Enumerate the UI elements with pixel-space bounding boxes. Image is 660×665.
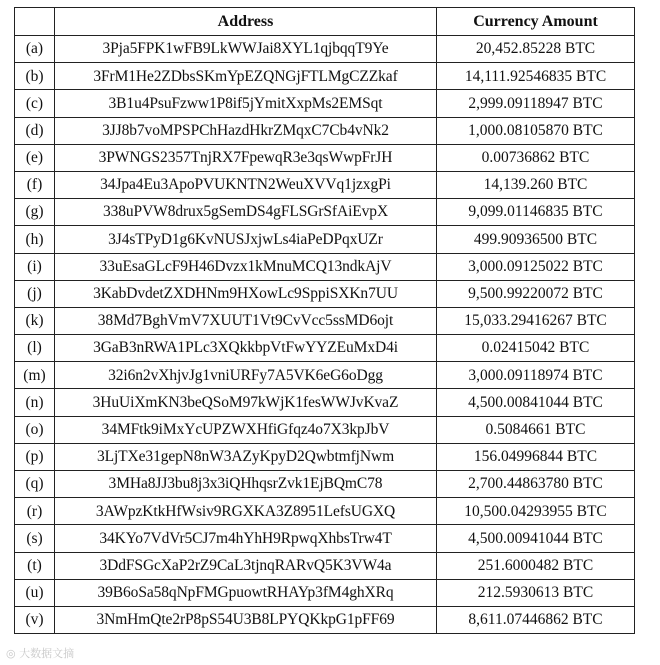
bitcoin-address: 3JJ8b7voMPSPChHazdHkrZMqxC7Cb4vNk2 [55, 117, 437, 144]
currency-amount: 4,500.00841044 BTC [437, 389, 635, 416]
bitcoin-address: 3GaB3nRWA1PLc3XQkkbpVtFwYYZEuMxD4i [55, 335, 437, 362]
bitcoin-address: 34Jpa4Eu3ApoPVUKNTN2WeuXVVq1jzxgPi [55, 171, 437, 198]
currency-amount: 14,139.260 BTC [437, 171, 635, 198]
row-label: (p) [15, 443, 55, 470]
currency-amount: 499.90936500 BTC [437, 226, 635, 253]
table-row [15, 579, 635, 606]
bitcoin-address: 39B6oSa58qNpFMGpuowtRHAYp3fM4ghXRq [55, 579, 437, 606]
bitcoin-address: 34MFtk9iMxYcUPZWXHfiGfqz4o7X3kpJbV [55, 416, 437, 443]
row-label: (i) [15, 253, 55, 280]
bitcoin-address: 34KYo7VdVr5CJ7m4hYhH9RpwqXhbsTrw4T [55, 525, 437, 552]
watermark-text: 大数据文摘 [19, 647, 75, 660]
currency-amount: 1,000.08105870 BTC [437, 117, 635, 144]
currency-amount: 0.5084661 BTC [437, 416, 635, 443]
currency-amount: 9,500.99220072 BTC [437, 280, 635, 307]
currency-amount: 15,033.29416267 BTC [437, 307, 635, 334]
row-label: (e) [15, 144, 55, 171]
currency-amount: 2,700.44863780 BTC [437, 471, 635, 498]
watermark-icon: ◎ [6, 647, 16, 660]
table-row [15, 498, 635, 525]
bitcoin-address: 3NmHmQte2rP8pS54U3B8LPYQKkpG1pFF69 [55, 606, 437, 633]
table-row [15, 335, 635, 362]
table-header-row [15, 8, 635, 36]
table-row [15, 471, 635, 498]
currency-amount: 14,111.92546835 BTC [437, 63, 635, 90]
row-label: (j) [15, 280, 55, 307]
currency-amount: 251.6000482 BTC [437, 552, 635, 579]
row-label: (t) [15, 552, 55, 579]
row-label: (l) [15, 335, 55, 362]
currency-amount: 0.02415042 BTC [437, 335, 635, 362]
table-row [15, 280, 635, 307]
table-row [15, 63, 635, 90]
row-label: (v) [15, 606, 55, 633]
bitcoin-address: 338uPVW8drux5gSemDS4gFLSGrSfAiEvpX [55, 199, 437, 226]
amount-column-header: Currency Amount [437, 8, 635, 36]
row-label: (a) [15, 36, 55, 63]
row-label: (g) [15, 199, 55, 226]
row-label: (r) [15, 498, 55, 525]
bitcoin-address: 3AWpzKtkHfWsiv9RGXKA3Z8951LefsUGXQ [55, 498, 437, 525]
currency-amount: 212.5930613 BTC [437, 579, 635, 606]
currency-amount: 3,000.09118974 BTC [437, 362, 635, 389]
row-label: (s) [15, 525, 55, 552]
label-column-header [15, 8, 55, 36]
bitcoin-address: 33uEsaGLcF9H46Dvzx1kMnuMCQ13ndkAjV [55, 253, 437, 280]
row-label: (c) [15, 90, 55, 117]
table-row [15, 199, 635, 226]
bitcoin-address: 3PWNGS2357TnjRX7FpewqR3e3qsWwpFrJH [55, 144, 437, 171]
row-label: (h) [15, 226, 55, 253]
currency-amount: 9,099.01146835 BTC [437, 199, 635, 226]
table-row [15, 389, 635, 416]
row-label: (n) [15, 389, 55, 416]
currency-amount: 0.00736862 BTC [437, 144, 635, 171]
currency-amount: 2,999.09118947 BTC [437, 90, 635, 117]
bitcoin-address: 3LjTXe31gepN8nW3AZyKpyD2QwbtmfjNwm [55, 443, 437, 470]
bitcoin-address: 32i6n2vXhjvJg1vniURFy7A5VK6eG6oDgg [55, 362, 437, 389]
bitcoin-address: 3MHa8JJ3bu8j3x3iQHhqsrZvk1EjBQmC78 [55, 471, 437, 498]
bitcoin-address: 3J4sTPyD1g6KvNUSJxjwLs4iaPeDPqxUZr [55, 226, 437, 253]
bitcoin-address: 3FrM1He2ZDbsSKmYpEZQNGjFTLMgCZZkaf [55, 63, 437, 90]
address-column-header: Address [55, 8, 437, 36]
table-body [15, 36, 635, 634]
table-row [15, 171, 635, 198]
table-row [15, 416, 635, 443]
row-label: (q) [15, 471, 55, 498]
bitcoin-address: 3HuUiXmKN3beQSoM97kWjK1fesWWJvKvaZ [55, 389, 437, 416]
row-label: (m) [15, 362, 55, 389]
currency-amount: 3,000.09125022 BTC [437, 253, 635, 280]
table-row [15, 552, 635, 579]
table-row [15, 443, 635, 470]
table-row [15, 226, 635, 253]
currency-amount: 156.04996844 BTC [437, 443, 635, 470]
table-row [15, 525, 635, 552]
bitcoin-address: 38Md7BghVmV7XUUT1Vt9CvVcc5ssMD6ojt [55, 307, 437, 334]
table-row [15, 362, 635, 389]
bitcoin-address: 3DdFSGcXaP2rZ9CaL3tjnqRARvQ5K3VW4a [55, 552, 437, 579]
currency-amount: 10,500.04293955 BTC [437, 498, 635, 525]
currency-amount: 4,500.00941044 BTC [437, 525, 635, 552]
row-label: (f) [15, 171, 55, 198]
table-row [15, 307, 635, 334]
bitcoin-address: 3KabDvdetZXDHNm9HXowLc9SppiSXKn7UU [55, 280, 437, 307]
table-row [15, 90, 635, 117]
table-row [15, 144, 635, 171]
row-label: (u) [15, 579, 55, 606]
row-label: (b) [15, 63, 55, 90]
currency-amount: 20,452.85228 BTC [437, 36, 635, 63]
row-label: (k) [15, 307, 55, 334]
row-label: (d) [15, 117, 55, 144]
table-row [15, 117, 635, 144]
row-label: (o) [15, 416, 55, 443]
table-row [15, 36, 635, 63]
table-row [15, 253, 635, 280]
table-row [15, 606, 635, 633]
currency-amount: 8,611.07446862 BTC [437, 606, 635, 633]
address-table [14, 7, 635, 634]
watermark-logo [6, 645, 74, 661]
bitcoin-address: 3Pja5FPK1wFB9LkWWJai8XYL1qjbqqT9Ye [55, 36, 437, 63]
bitcoin-address: 3B1u4PsuFzww1P8if5jYmitXxpMs2EMSqt [55, 90, 437, 117]
